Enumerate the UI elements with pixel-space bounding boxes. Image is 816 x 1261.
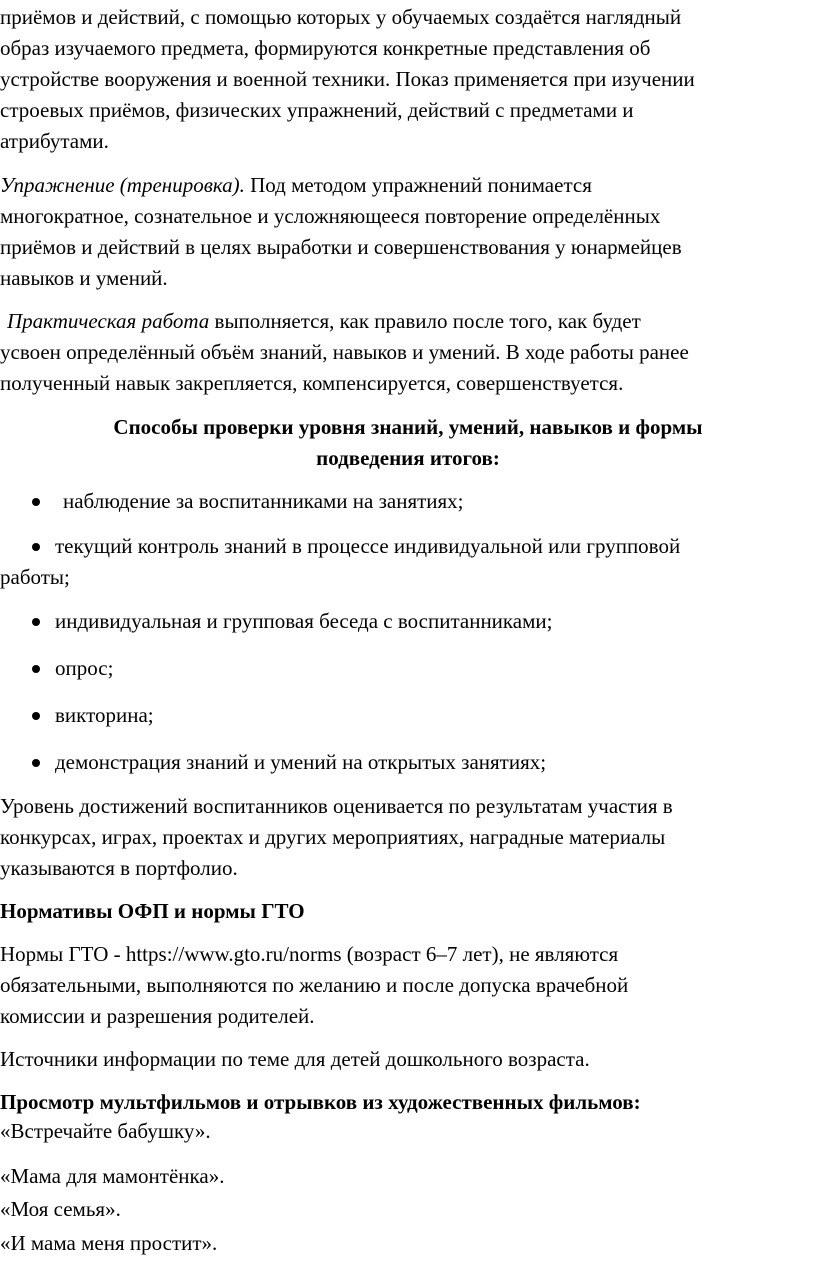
practice-line-3: полученный навык закрепляется, компенсируется, совершенствуется. [0, 371, 624, 395]
assessment-item-6: демонстрация знаний и умений на открытых занятиях; [55, 750, 547, 774]
intro-line-5: атрибутами. [0, 129, 109, 153]
bullet-icon [32, 543, 40, 551]
practice-line-1 [7, 307, 641, 335]
film-item-2: «Мама для мамонтёнка». [0, 1164, 225, 1188]
norms-line-1: Нормы ГТО - https://www.gto.ru/norms (возраст 6–7 лет), не являются [0, 942, 619, 966]
assessment-heading-line-1: Способы проверки уровня знаний, умений, навыков и формы [113, 415, 703, 439]
intro-line-2: образ изучаемого предмета, формируются конкретные представления об [0, 36, 651, 60]
sources-line: Источники информации по теме для детей дошкольного возраста. [0, 1047, 590, 1071]
assessment-item-2-continued: работы; [0, 565, 70, 589]
exercise-line-1-text: Под методом упражнений понимается [244, 173, 592, 197]
films-heading: Просмотр мультфильмов и отрывков из художественных фильмов: [0, 1090, 641, 1114]
bullet-icon [32, 712, 40, 720]
achievements-line-3: указываются в портфолио. [0, 856, 238, 880]
film-item-4: «И мама меня простит». [0, 1231, 218, 1255]
achievements-line-2: конкурсах, играх, проектах и других мероприятиях, наградные материалы [0, 825, 666, 849]
norms-line-3: комиссии и разрешения родителей. [0, 1004, 315, 1028]
intro-line-3: устройстве вооружения и военной техники. Показ применяется при изучении [0, 67, 695, 91]
practice-term: Практическая работа [7, 309, 210, 333]
exercise-line-4: навыков и умений. [0, 266, 168, 290]
intro-line-4: строевых приёмов, физических упражнений, действий с предметами и [0, 98, 634, 122]
assessment-item-2: текущий контроль знаний в процессе индивидуальной или групповой [55, 534, 681, 558]
intro-line-1: приёмов и действий, с помощью которых у обучаемых создаётся наглядный [0, 5, 682, 29]
exercise-line-2: многократное, сознательное и усложняющееся повторение определённых [0, 204, 661, 228]
assessment-item-3: индивидуальная и групповая беседа с воспитанниками; [55, 609, 553, 633]
norms-line-2: обязательными, выполняются по желанию и после допуска врачебной [0, 973, 629, 997]
assessment-item-1: наблюдение за воспитанниками на занятиях; [63, 489, 464, 513]
practice-line-1-text: выполняется, как правило после того, как будет [209, 309, 641, 333]
film-item-1: «Встречайте бабушку». [0, 1119, 211, 1143]
practice-line-2: усвоен определённый объём знаний, навыков и умений. В ходе работы ранее [0, 340, 689, 364]
bullet-icon [32, 665, 40, 673]
exercise-line-3: приёмов и действий в целях выработки и совершенствования у юнармейцев [0, 235, 682, 259]
assessment-item-4: опрос; [55, 656, 114, 680]
bullet-icon [32, 498, 40, 506]
norms-heading: Нормативы ОФП и нормы ГТО [0, 899, 305, 923]
achievements-line-1: Уровень достижений воспитанников оценивается по результатам участия в [0, 794, 673, 818]
bullet-icon [32, 759, 40, 767]
exercise-line-1 [0, 171, 592, 199]
assessment-item-5: викторина; [55, 703, 154, 727]
film-item-3: «Моя семья». [0, 1197, 121, 1221]
bullet-icon [32, 618, 40, 626]
exercise-term: Упражнение (тренировка). [0, 173, 245, 197]
assessment-heading-line-2: подведения итогов: [316, 446, 500, 470]
